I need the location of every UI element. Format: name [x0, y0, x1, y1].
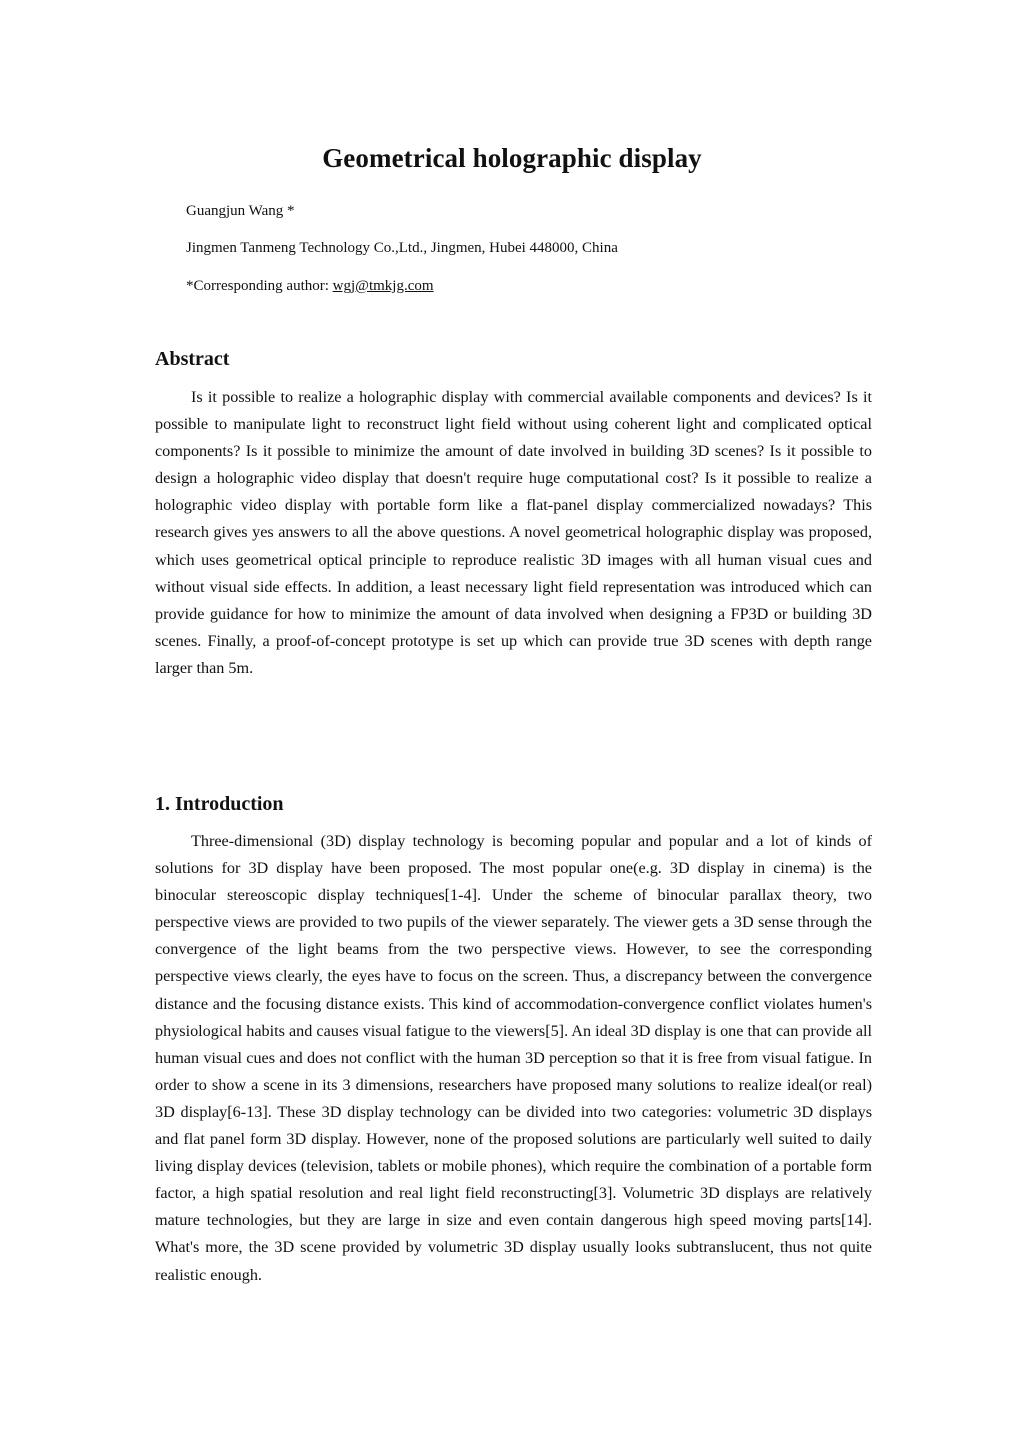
- author-line: Guangjun Wang *: [186, 203, 295, 219]
- introduction-paragraph: Three-dimensional (3D) display technology is becoming popular and popular and a lot of kinds of solutions for 3D display have been proposed. The most popular one(e.g. 3D display in cinema) is the binocular stereoscopic display techniques[1-4]. Under the scheme of binocular parallax theory, two perspective views are provided to two pupils of the viewer separately. The viewer gets a 3D sense through the convergence of the light beams from the two perspective views. However, to see the corresponding perspective views clearly, the eyes have to focus on the screen. Thus, a discrepancy between the convergence distance and the focusing distance exists. This kind of accommodation-convergence conflict violates humen's physiological habits and causes visual fatigue to the viewers[5]. An ideal 3D display is one that can provide all human visual cues and does not conflict with the human 3D perception so that it is free from visual fatigue. In order to show a scene in its 3 dimensions, researchers have proposed many solutions to realize ideal(or real) 3D display[6-13]. These 3D display technology can be divided into two categories: volumetric 3D displays and flat panel form 3D display. However, none of the proposed solutions are particularly well suited to daily living display devices (television, tablets or mobile phones), which require the combination of a portable form factor, a high spatial resolution and real light field reconstructing[3]. Volumetric 3D displays are relatively mature technologies, but they are large in size and even contain dangerous high speed moving parts[14]. What's more, the 3D scene provided by volumetric 3D display usually looks subtranslucent, thus not quite realistic enough.: [155, 832, 873, 1284]
- affiliation-line: Jingmen Tanmeng Technology Co.,Ltd., Jingmen, Hubei 448000, China: [186, 240, 618, 256]
- introduction-heading: 1. Introduction: [155, 793, 284, 815]
- corresponding-author-line: [186, 278, 434, 295]
- paper-title: Geometrical holographic display: [322, 143, 702, 173]
- abstract-paragraph: Is it possible to realize a holographic display with commercial available components and devices? Is it possible to manipulate light to reconstruct light field without using coherent light and complicated optical components? Is it possible to minimize the amount of date involved in building 3D scenes? Is it possible to design a holographic video display that doesn't require huge computational cost? Is it possible to realize a holographic video display with portable form like a flat-panel display commercialized nowadays? This research gives yes answers to all the above questions. A novel geometrical holographic display was proposed, which uses geometrical optical principle to reproduce realistic 3D images with all human visual cues and without visual side effects. In addition, a least necessary light field representation was introduced which can provide guidance for how to minimize the amount of data involved when designing a FP3D or building 3D scenes. Finally, a proof-of-concept prototype is set up which can provide true 3D scenes with depth range larger than 5m.: [155, 388, 872, 677]
- author-email-link[interactable]: wgj@tmkjg.com: [332, 278, 434, 294]
- corresponding-author-label: *Corresponding author:: [186, 278, 333, 294]
- abstract-heading: Abstract: [155, 348, 230, 370]
